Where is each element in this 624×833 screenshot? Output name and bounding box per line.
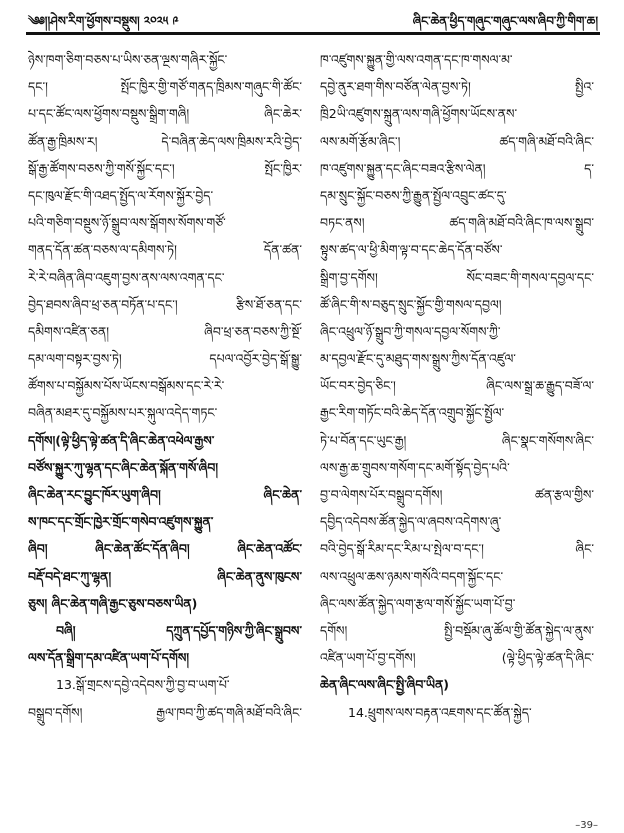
text-line: ཚོགས་པ་བསྐྱོམས་པོས་ཡོངས་བསྒོམས་དང་རེ་རེ་ [28, 378, 225, 394]
page-number: –39– [575, 820, 598, 831]
text-line: ཚོན་རྒྱ་ཁྲིམས་ར། དེ་བཞིན་ཆེད་ལས་ཁྲིམས་རའི་བྱེད་ [28, 133, 302, 149]
text-line: རེ་རེ་བཞིན་ཞིབ་འཇུག་བྱས་ནས་ལས་འགན་དང་ [28, 269, 225, 285]
text-line: དམིགས་འཛིན་ཅན། ཞིབ་ཕྲ་ཅན་བཅས་ཀྱི་སྔོ་ [28, 323, 302, 339]
text-line: བཙོས་སྐྱུར་ཀུ་ལྷན་དང་ཞིང་ཆེན་སྐོན་གསོ་ཞིབ། [28, 459, 219, 475]
text-line: ཞིང་ལས་ཚོན་སྐྱེད་ལག་རྩལ་གསོ་སྐྱོང་ཡག་པོ་བྱ་ [320, 595, 516, 611]
text-line: བཞི། དཀྲུན་དཔྱོད་གཉིས་ཀྱི་ཞིང་སྒྲུབས་ [56, 622, 302, 638]
text-line: 13.སྒོ་གྲངས་དབྱེ་འདེབས་ཀྱི་བྱ་བ་ཡག་པོ་ [56, 677, 230, 693]
text-line: དམ་སྲུང་སྐྱོང་བཅས་ཀྱི་རྒྱུན་སྤྱོལ་འབྲུང་ཚང་དུ་ [320, 187, 507, 203]
text-line: སྒྲིག་བྱ་དགོས། སོང་བཟང་གི་གསལ་དབྱལ་དང་ [320, 269, 594, 285]
header-divider [26, 32, 600, 35]
text-line: དབྱེ་ནུར་ཐག་གིས་བཙོན་ལེན་བྱས་ཏེ། སྤྱིའ་ [320, 79, 594, 95]
text-line: ཚོ་ཞིང་གི་ས་བཅུད་སྲུང་སྐྱོང་གྱི་གསལ་དབྱལ། [320, 296, 502, 312]
text-line: དང་། སྤོང་ཁྱིར་གྱི་གཙོ་གནད་ཁྲིམས་གཞུང་གི་ཚོང་ [28, 79, 302, 95]
text-line: ཁྲི2ཡི་འཛུགས་སྐྲུན་ལས་གཞི་ཕྱོགས་ཡོངས་ནས་ [320, 106, 518, 122]
text-line: འཛིན་ཡག་པོ་བྱ་དགོས། (ལྟེ་ཕྱིད་ལྟེ་ཚན་དི་ཞིང་ [320, 650, 594, 666]
document-title: ཞིང་ཆེན་ཕྱིད་གཞུང་གཞུང་ལས་ཞིབ་ཀྱི་གིག་ཆ། [412, 14, 598, 28]
text-line: བྱ་བ་ལེགས་པོར་བསྒྲུབ་དགོས། ཚན་རྩལ་གྱིས་ [320, 487, 594, 502]
text-line: ས་ཁང་དང་གྲོང་ཁྱེར་གྲོང་གསེབ་འཛུགས་སྐྱུན་ [28, 514, 214, 530]
text-line: བསྒྲུབ་དགོས། རྒྱལ་ཁབ་ཀྱི་ཚད་གཞི་མཐོ་བའི་ཞིང་ [28, 704, 302, 720]
text-line: བཞིན་མཐར་དུ་བསྐྱོམས་པར་སྐུལ་འདེད་གཏང་ [28, 405, 218, 421]
journal-title: ༄༅།།ཤེས་རིག་ཕྱོགས་བསྡུས། ༢༠༢༥ ༩ [28, 14, 179, 28]
text-line: སྟུས་ཚད་ལ་ཕྱི་མིག་ལྟ་བ་དང་ཆེད་དོན་བཙོས་ [320, 242, 503, 258]
text-line: རྒྱང་རིག་གཏོང་བའི་ཆེད་དོན་འགྲུབ་སྐྱོང་སྤྱོལ་ [320, 405, 505, 421]
right-text-column [320, 46, 594, 726]
text-line: བའི་བྱེད་སྒོ་རིམ་དང་རིམ་པ་སྤེལ་བ་དང་། ཞིང་ [320, 541, 594, 557]
text-line: ལས་འཕྲུལ་ཆས་ཉམས་གསོའི་བདག་སྐྱོང་དང་ [320, 568, 504, 584]
text-line: པ་དང་ཚོང་ལས་ཕྱོགས་བསྡུས་སྒྲིག་གཞི། ཞིང་ཆེར་ [28, 106, 302, 122]
text-line: ལས་དོན་སྒྲིག་དམ་འཛིན་ཡག་པོ་དགོས། [28, 650, 190, 666]
text-line: དགོས།(ལྟེ་ཕྱིད་ལྟེ་ཚན་དི་ཞིང་ཆེན་འཕེལ་རྒྱས་ [28, 432, 215, 448]
text-line: ལས་མགོ་རྩོམ་ཞིང་། ཚད་གཞི་མཐོ་བའི་ཞིང་ [320, 133, 594, 149]
text-line: ཞིང་འཕྲུལ་ཉོ་སྒྲུབ་ཀྱི་གསལ་དབྱལ་སོགས་ཀྱི་ [320, 323, 501, 339]
text-line: པའི་གཅིག་བསྡུས་ཉོ་སྒྲུབ་ལས་སྒོགས་སོགས་གཙོ་ [28, 215, 226, 231]
text-line: ལས་རྒྱ་ཆ་གྲུབས་གསོག་དང་མགོ་སྟོད་བྱེད་པའི་ [320, 459, 510, 475]
text-line: 14.ཕྲུགས་ལས་བརྟན་འཇགས་དང་ཚོན་སྐྱེད་ [348, 704, 532, 720]
text-line: ཁ་འཛུགས་སྐྱུན་གྱི་ལས་འགན་དང་ཁ་གསལ་མ་ [320, 52, 513, 67]
text-line: དམ་ལག་བསྟར་བྱས་ཏེ། དཔལ་འབྱོར་བྱེད་སྒོ་སྒྱུ་ [28, 351, 302, 367]
text-line: བརྡོ་བདེ་ཐང་ཀུ་ལྷན། ཞིང་ཆེན་ནུས་ཁུངས་ [28, 568, 302, 584]
text-line: བྱེད་ཐབས་ཞིབ་ཕྲ་ཅན་བཏོན་པ་དང་། རྩིས་ཐོ་ཅན་དང་ [28, 296, 302, 312]
text-line: དང་ཁུལ་རྫོང་གི་འཐད་སྤྱོད་ལ་རོགས་སྐྱོར་བྱེད་ [28, 187, 214, 203]
text-line: ཆེན་ཞིང་ལས་ཞིང་སྤྱི་ཞིབ་ཡིན) [320, 677, 449, 693]
text-line: གནད་དོན་ཚན་བཅས་ལ་དམིགས་ཏེ། དོན་ཚན་ [28, 242, 302, 258]
left-text-column [28, 46, 302, 726]
text-line: སྒོ་རྒྱ་ཚོགས་བཅས་ཀྱི་གསོ་སྐྱོང་དང་། སྤོང་ཁྱིར་ [28, 160, 302, 176]
text-line: བཏང་ནས། ཚད་གཞི་མཐོ་བའི་ཞིང་ཁ་ལས་སྒྲུབ་ [320, 215, 594, 231]
text-line: དགོས། སྤྱི་བསྡོམ་ཞུ་ཚོལ་གྱི་ཚོན་སྐྱེད་ལ་ནུས་ [320, 622, 594, 638]
text-line: ཁ་འཛུགས་སྐྱུན་དང་ཞིང་བཟའ་རྩིས་ལེན། ད་ [320, 160, 594, 176]
text-line: ཡོང་བར་བྱེད་ཅིང་། ཞིང་ལས་སྒྲ་ཆ་རྒྱུད་བཟོ་ལ་ [320, 378, 594, 394]
text-line: ཅུས། ཞིང་ཆེན་གཞི་རྒྱང་ཅུས་བཅས་ཡིན) [28, 595, 198, 611]
text-line: ཏེ་པ་བོན་དང་ཡུང་རྒྱ། ཞིང་སྣང་གསོགས་ཞིང་ [320, 432, 594, 448]
text-line: ཞིབ། ཞིང་ཆེན་ཚོང་དོན་ཞིབ། ཞིང་ཆེན་འཚོང་ [28, 541, 302, 557]
text-line: མ་དབྱལ་རྫོང་དུ་མཐུད་གས་སྒྲུས་ཀྱིས་དོན་འཛུལ་ [320, 351, 516, 367]
text-line: དབྱིད་འདེབས་ཚོན་སྐྱེད་ལ་ཞབས་འདེགས་ཞུ་ [320, 514, 502, 530]
page-header [28, 6, 598, 32]
text-line: ཞིང་ཆེན་རང་བྱུང་ཁོར་ཡུག་ཞིབ། ཞིང་ཆེན་ [28, 487, 302, 502]
text-line: ཉེས་ཁག་ཅིག་བཅས་པ་ཡིས་ཅན་ལྔས་གཞིར་སྐྱོང་ [28, 52, 228, 67]
